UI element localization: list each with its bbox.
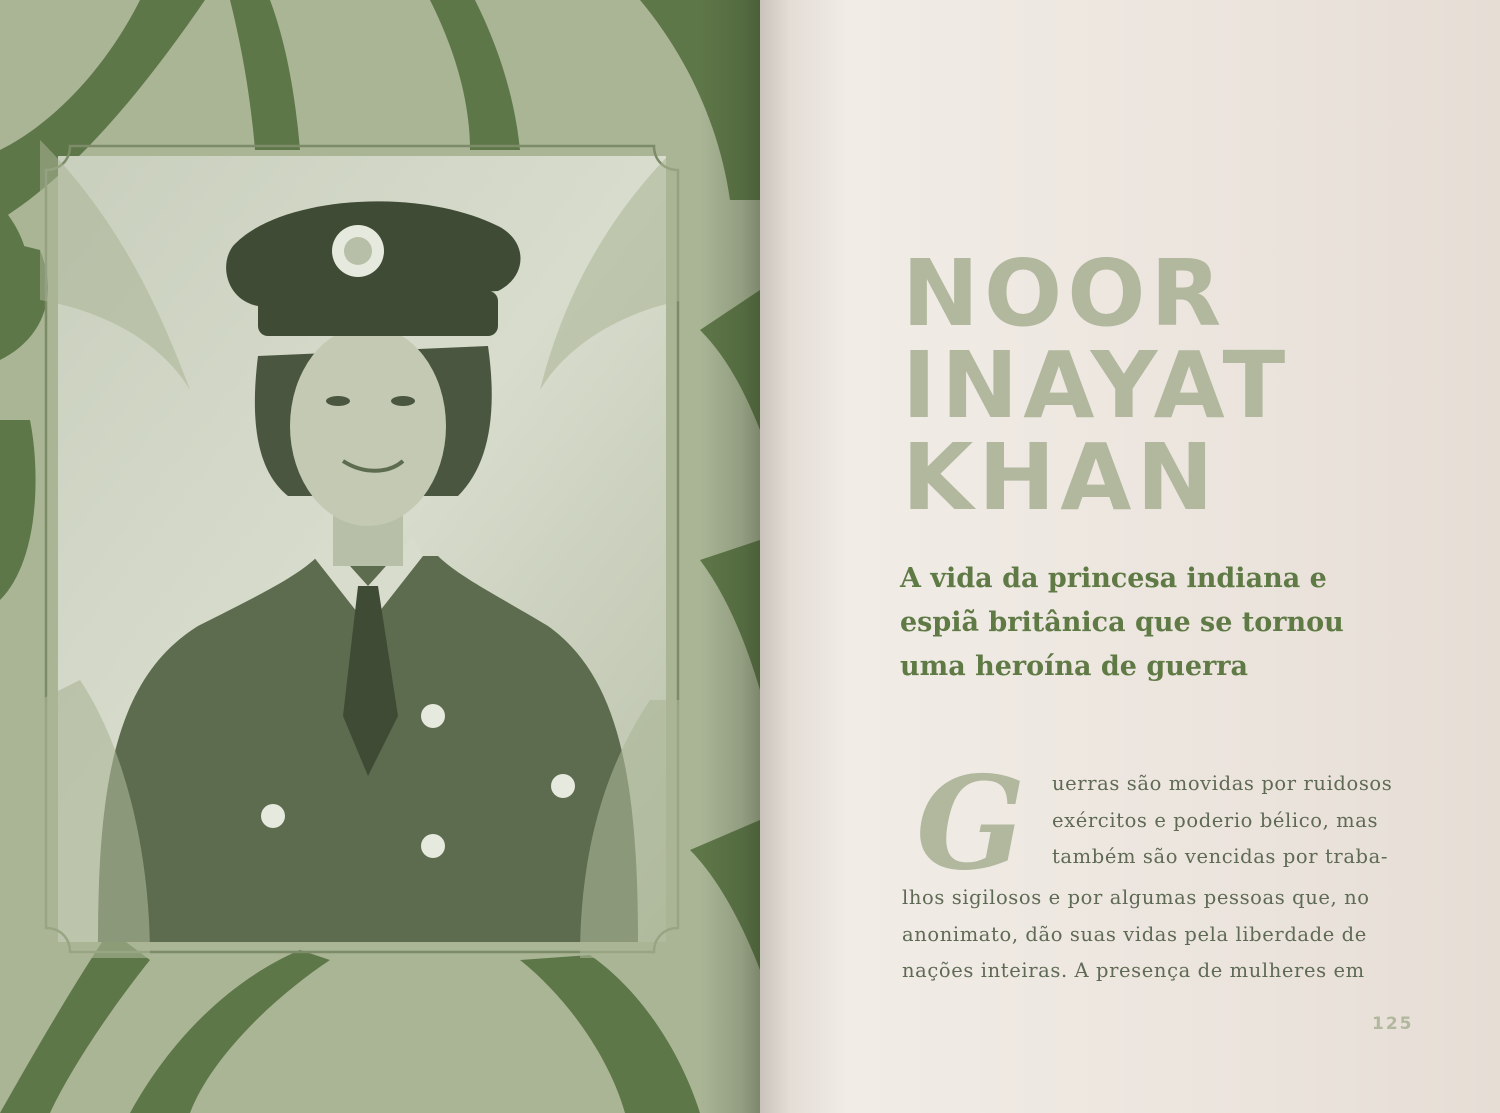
body-line: exércitos e poderio bélico, mas [1052,808,1379,832]
subtitle-line: espiã britânica que se tornou [900,607,1344,638]
right-page [760,0,1500,1113]
body-line: também são vencidas por traba- [1052,845,1389,868]
subtitle-line: uma heroína de guerra [900,651,1249,682]
body-line: anonimato, dão suas vidas pela liberdade de [902,922,1367,946]
ornamental-frame-border [40,140,684,958]
stripe [130,950,330,1113]
chapter-subtitle [900,557,1360,689]
stripe [430,0,520,150]
stripe [0,420,36,600]
gutter-shadow [700,0,760,1113]
body-paragraph [902,749,1393,990]
title-line: KHAN [902,424,1219,531]
title-line: NOOR [902,240,1227,347]
body-line: uerras são movidas por ruidosos [1052,772,1393,795]
chapter-title [902,240,1291,531]
stripe [520,955,700,1113]
stripe [230,0,300,150]
page-number: 125 [1372,1014,1414,1034]
drop-cap: G [916,749,1026,899]
body-line: nações inteiras. A presença de mulheres em [902,959,1365,982]
portrait-frame [40,140,684,958]
title-line: INAYAT [902,332,1291,439]
body-line: lhos sigilosos e por algumas pessoas que, no [902,886,1370,909]
subtitle-line: A vida da princesa indiana e [900,563,1327,594]
